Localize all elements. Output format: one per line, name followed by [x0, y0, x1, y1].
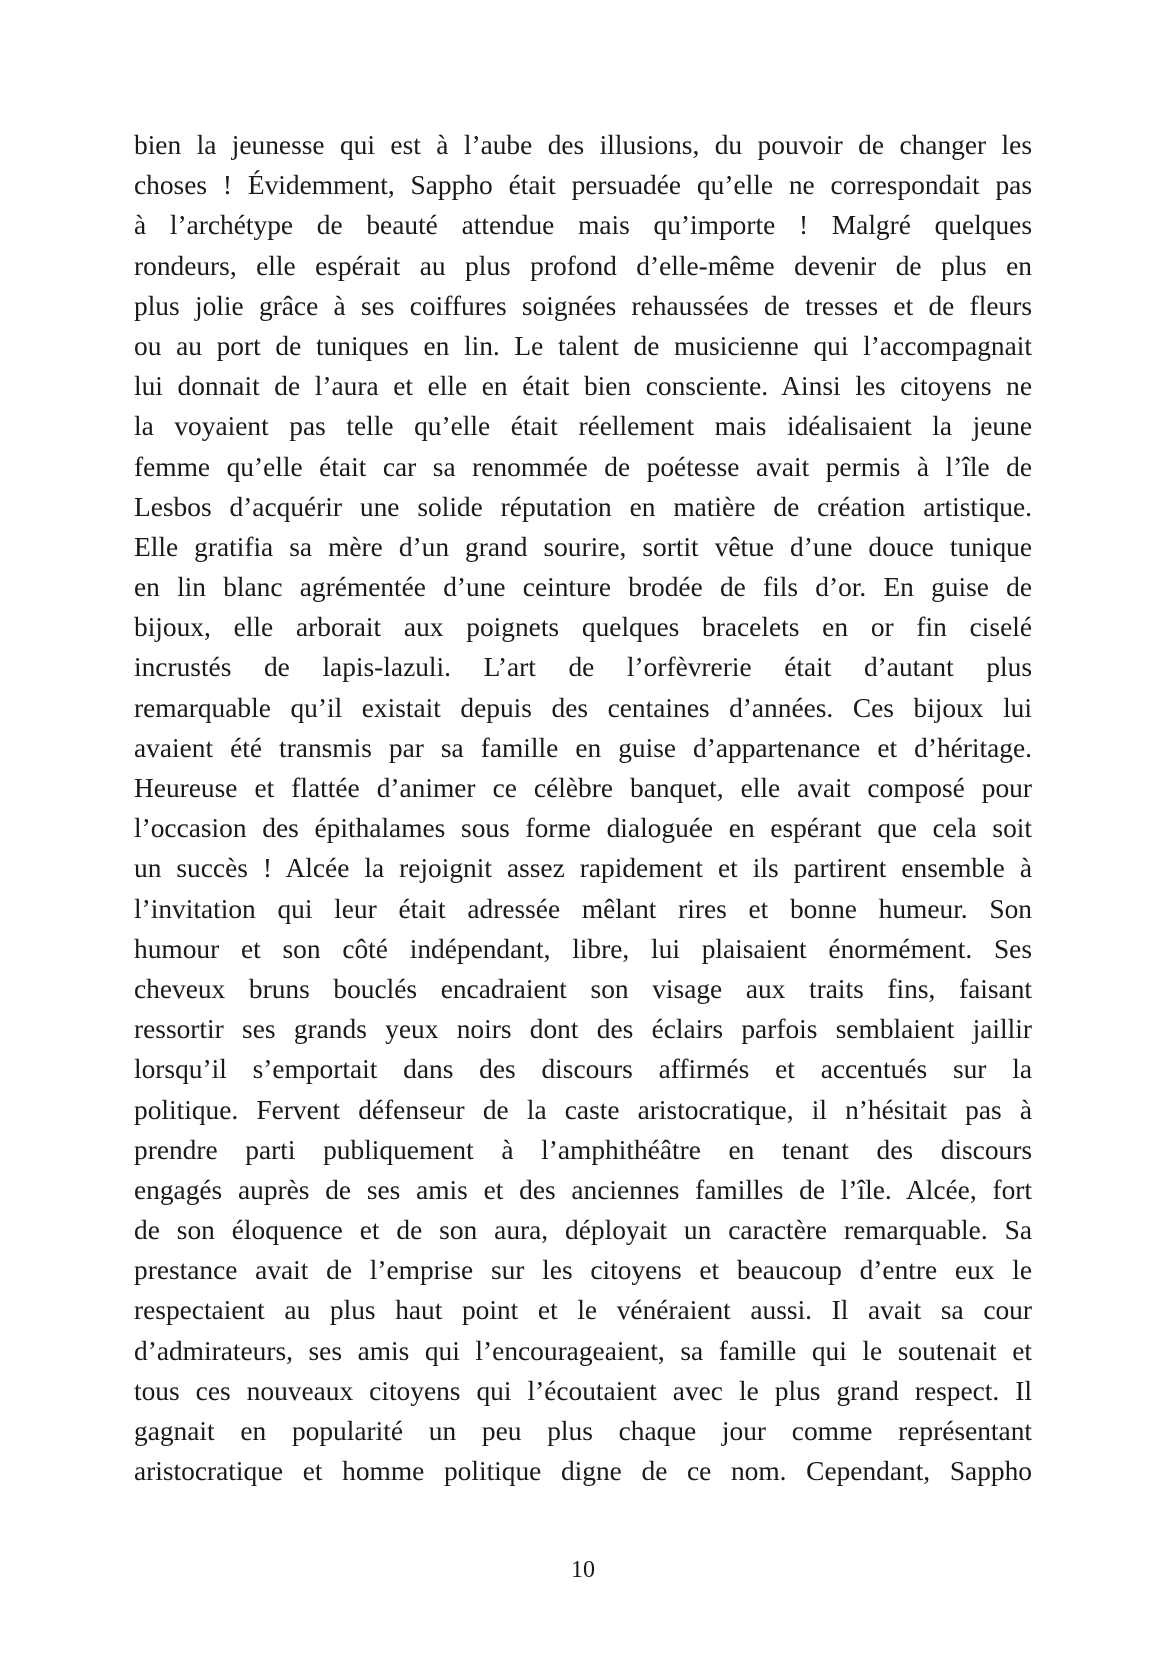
- text-line: d’admirateurs, ses amis qui l’encourageaient, sa famille qui le soutenait et: [134, 1335, 1032, 1366]
- body-text: [134, 125, 1032, 1491]
- text-line: l’occasion des épithalames sous forme dialoguée en espérant que cela soit: [134, 813, 1032, 844]
- text-line: lorsqu’il s’emportait dans des discours affirmés et accentués sur la: [134, 1054, 1032, 1085]
- text-line: plus jolie grâce à ses coiffures soignées rehaussées de tresses et de fleurs: [134, 290, 1032, 321]
- text-line: remarquable qu’il existait depuis des centaines d’années. Ces bijoux lui: [134, 692, 1032, 723]
- text-line: incrustés de lapis-lazuli. L’art de l’orfèvrerie était d’autant plus: [134, 652, 1032, 683]
- text-line: ou au port de tuniques en lin. Le talent de musicienne qui l’accompagnait: [134, 330, 1032, 361]
- text-line: Elle gratifia sa mère d’un grand sourire, sortit vêtue d’une douce tunique: [134, 531, 1032, 562]
- text-line: un succès ! Alcée la rejoignit assez rapidement et ils partirent ensemble à: [134, 853, 1032, 884]
- text-line: politique. Fervent défenseur de la caste aristocratique, il n’hésitait pas à: [134, 1094, 1032, 1125]
- text-line: de son éloquence et de son aura, déployait un caractère remarquable. Sa: [134, 1215, 1032, 1246]
- text-line: choses ! Évidemment, Sappho était persuadée qu’elle ne correspondait pas: [134, 170, 1032, 201]
- text-line: rondeurs, elle espérait au plus profond d’elle-même devenir de plus en: [134, 250, 1032, 281]
- text-line: Heureuse et flattée d’animer ce célèbre banquet, elle avait composé pour: [134, 773, 1032, 803]
- text-line: en lin blanc agrémentée d’une ceinture brodée de fils d’or. En guise de: [134, 572, 1032, 603]
- text-line: humour et son côté indépendant, libre, lui plaisaient énormément. Ses: [134, 933, 1032, 964]
- text-line: avaient été transmis par sa famille en guise d’appartenance et d’héritage.: [134, 732, 1032, 763]
- text-line: à l’archétype de beauté attendue mais qu’importe ! Malgré quelques: [134, 210, 1032, 241]
- text-line: ressortir ses grands yeux noirs dont des éclairs parfois semblaient jaillir: [134, 1014, 1032, 1045]
- text-line: prendre parti publiquement à l’amphithéâtre en tenant des discours: [134, 1134, 1032, 1165]
- text-line: prestance avait de l’emprise sur les citoyens et beaucoup d’entre eux le: [134, 1255, 1032, 1286]
- text-line: femme qu’elle était car sa renommée de poétesse avait permis à l’île de: [134, 451, 1032, 482]
- text-line: engagés auprès de ses amis et des anciennes familles de l’île. Alcée, fort: [134, 1174, 1032, 1205]
- text-line: Lesbos d’acquérir une solide réputation en matière de création artistique.: [134, 491, 1032, 522]
- text-line: bijoux, elle arborait aux poignets quelques bracelets en or fin ciselé: [134, 612, 1032, 643]
- text-line: gagnait en popularité un peu plus chaque jour comme représentant: [134, 1416, 1032, 1446]
- text-line: lui donnait de l’aura et elle en était bien consciente. Ainsi les citoyens ne: [134, 371, 1032, 402]
- text-line: l’invitation qui leur était adressée mêlant rires et bonne humeur. Son: [134, 893, 1032, 924]
- text-line: tous ces nouveaux citoyens qui l’écoutaient avec le plus grand respect. Il: [134, 1375, 1032, 1406]
- page-number: 10: [571, 1557, 595, 1583]
- text-line: respectaient au plus haut point et le vénéraient aussi. Il avait sa cour: [134, 1295, 1032, 1326]
- text-line: bien la jeunesse qui est à l’aube des illusions, du pouvoir de changer les: [134, 130, 1032, 160]
- text-line: la voyaient pas telle qu’elle était réellement mais idéalisaient la jeune: [134, 411, 1032, 442]
- text-line: aristocratique et homme politique digne de ce nom. Cependant, Sappho: [134, 1456, 1032, 1487]
- text-line: cheveux bruns bouclés encadraient son visage aux traits fins, faisant: [134, 973, 1032, 1004]
